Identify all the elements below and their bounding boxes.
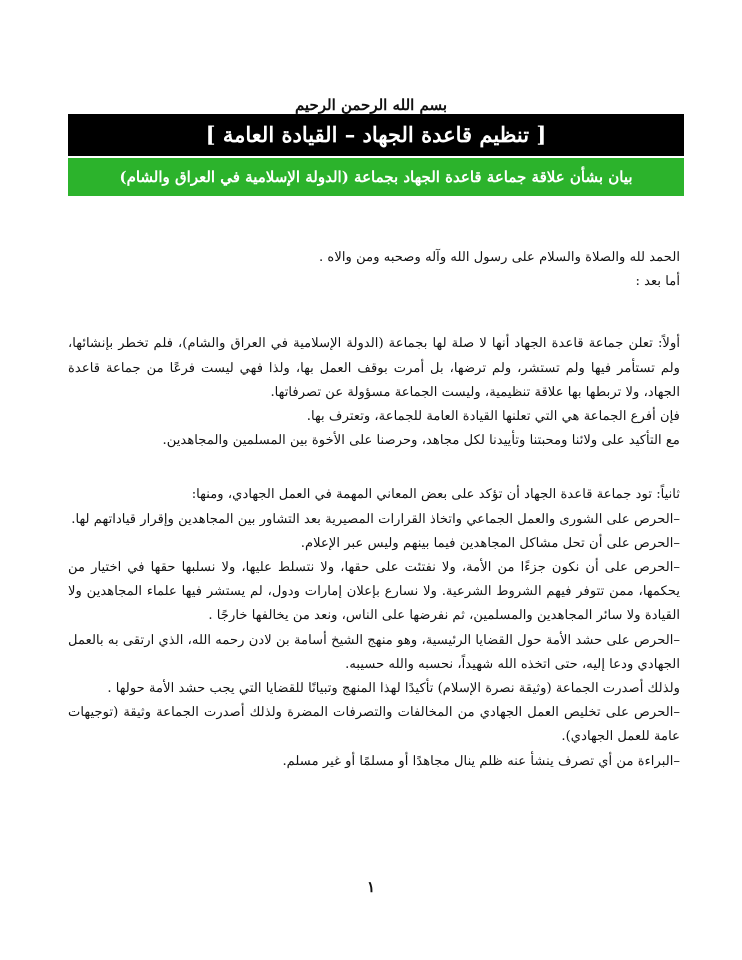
list-item: –الحرص على أن نكون جزءًا من الأمة، ولا نفتئت على حقها، ولا نتسلط عليها، ولا نسلبها حقها في اختيار من يحكمها، ممن تتوفر فيهم الشروط الشرعية. ولا نسارع بإعلان إمارات ودول، لم يستشر فيها علماء المجاهدين ولا القيادة ولا سائر المجاهدين والمسلمين، ثم نفرضها على الناس، ونعد من يخالفها خارجًا . bbox=[68, 560, 680, 624]
section1-branches-paragraph: فإن أفرع الجماعة هي التي تعلنها القيادة العامة للجماعة، وتعترف بها. bbox=[306, 409, 680, 425]
list-item: –الحرص على تخليص العمل الجهادي من المخالفات والتصرفات المضرة ولذلك أصدرت الجماعة وثيقة (توجيهات عامة للعمل الجهادي). bbox=[68, 705, 680, 745]
basmala: بسم الله الرحمن الرحيم bbox=[294, 96, 448, 114]
list-item: –الحرص على الشورى والعمل الجماعي واتخاذ القرارات المصيرية بعد التشاور بين المجاهدين وإقرار قياداتهم لها. bbox=[71, 511, 680, 527]
statement-subtitle-banner bbox=[68, 158, 684, 196]
list-item: –البراءة من أي تصرف ينشأ عنه ظلم ينال مجاهدًا أو مسلمًا أو غير مسلم. bbox=[282, 753, 680, 769]
statement-subtitle: بيان بشأن علاقة جماعة قاعدة الجهاد بجماعة (الدولة الإسلامية في العراق والشام) bbox=[119, 168, 633, 186]
list-item: ولذلك أصدرت الجماعة (وثيقة نصرة الإسلام) تأكيدًا لهذا المنهج وتبيانًا للقضايا التي يجب حشد الأمة حولها . bbox=[107, 681, 680, 697]
page-number: ١ bbox=[366, 878, 376, 896]
spacer bbox=[68, 453, 680, 483]
intro-praise-line: الحمد لله والصلاة والسلام على رسول الله وآله وصحبه ومن والاه . bbox=[319, 250, 680, 265]
list-item: –الحرص على حشد الأمة حول القضايا الرئيسية، وهو منهج الشيخ أسامة بن لادن رحمه الله، الذي ارتقى به بالعمل الجهادي ودعا إليه، حتى اتخذه الله شهيداً، نحسبه والله حسيبه. bbox=[68, 632, 680, 672]
section1-paragraph: أولاً: تعلن جماعة قاعدة الجهاد أنها لا صلة لها بجماعة (الدولة الإسلامية في العراق والشام)، فلم تخطر بإنشائها، ولم تستأمر فيها ولم تستشر، ولم ترضها، بل أمرت بوقف العمل بها، ولذا فهي ليست فرعًا من جماعة قاعدة الجهاد، ولا تربطها بها علاقة تنظيمية، وليست الجماعة مسؤولة عن تصرفاتها. bbox=[68, 336, 680, 400]
statement-title: [ تنظيم قاعدة الجهاد – القيادة العامة ] bbox=[205, 122, 547, 147]
list-item: –الحرص على أن تحل مشاكل المجاهدين فيما بينهم وليس عبر الإعلام. bbox=[300, 535, 680, 551]
spacer bbox=[68, 294, 680, 332]
intro-amma-baad: أما بعد : bbox=[635, 274, 680, 290]
section1-loyalty-paragraph: مع التأكيد على ولائنا ومحبتنا وتأييدنا لكل مجاهد، وحرصنا على الأخوة بين المسلمين والمجاهدين. bbox=[162, 433, 680, 449]
statement-title-banner bbox=[68, 114, 684, 156]
document-body bbox=[68, 246, 680, 774]
section2-intro: ثانياً: تود جماعة قاعدة الجهاد أن تؤكد على بعض المعاني المهمة في العمل الجهادي، ومنها: bbox=[191, 487, 680, 503]
